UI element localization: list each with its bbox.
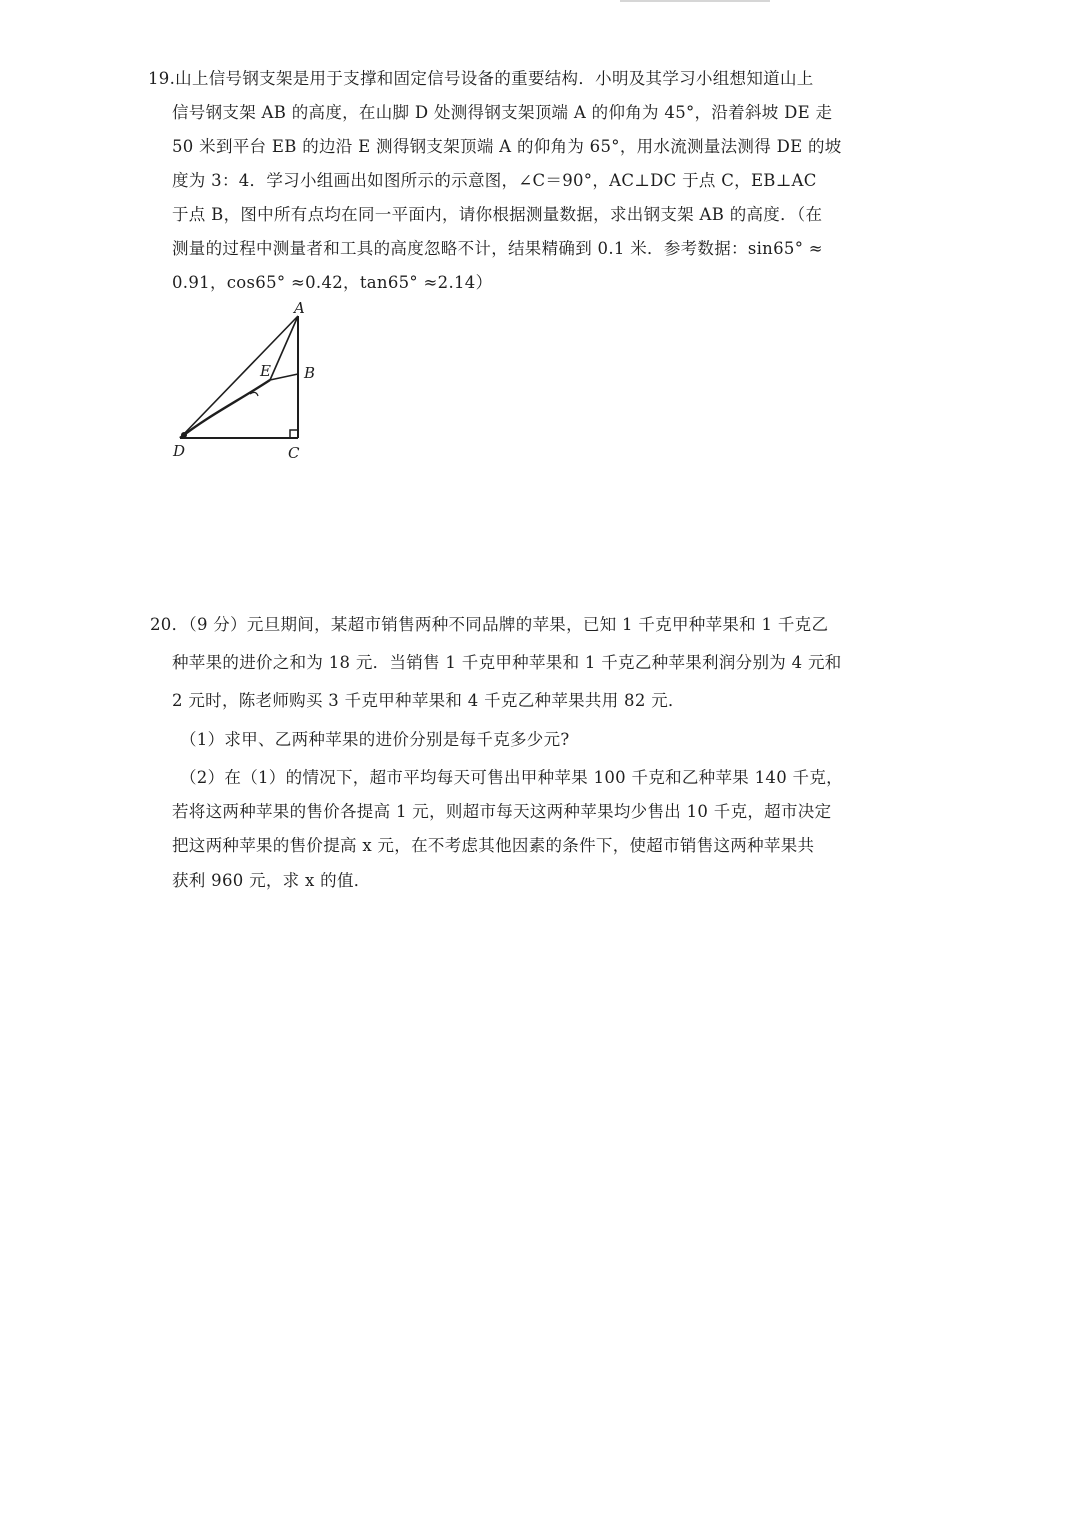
segment-eb (270, 374, 298, 380)
q20-part-2-line-1: （2）在（1）的情况下，超市平均每天可售出甲种苹果 100 千克和乙种苹果 140 千克， (180, 768, 843, 787)
label-d: D (173, 442, 186, 460)
q19-line-5: 于点 B，图中所有点均在同一平面内，请你根据测量数据，求出钢支架 AB 的高度．（在 (172, 205, 823, 224)
scan-edge-mark (620, 0, 770, 2)
q19-line-7: 0.91，cos65° ≈0.42，tan65° ≈2.14） (172, 273, 493, 292)
q20-line-3: 2 元时，陈老师购买 3 千克甲种苹果和 4 千克乙种苹果共用 82 元． (172, 691, 685, 710)
right-angle-mark (290, 430, 298, 438)
label-c: C (288, 444, 300, 462)
q19-line-2: 信号钢支架 AB 的高度，在山脚 D 处测得钢支架顶端 A 的仰角为 45°，沿着斜坡 DE 走 (172, 103, 833, 122)
angle-arc (250, 392, 258, 396)
q20-part-2-line-2: 若将这两种苹果的售价各提高 1 元，则超市每天这两种苹果均少售出 10 千克，超市决定 (172, 802, 832, 821)
q19-line-1: 19.山上信号钢支架是用于支撑和固定信号设备的重要结构．小明及其学习小组想知道山上 (148, 69, 814, 88)
q20-part-2-line-4: 获利 960 元，求 x 的值． (172, 871, 371, 890)
q20-part-1: （1）求甲、乙两种苹果的进价分别是每千克多少元? (180, 730, 570, 749)
label-e: E (260, 362, 271, 380)
geometry-diagram (168, 296, 338, 472)
slope-de (180, 380, 270, 438)
q20-part-2-line-3: 把这两种苹果的售价提高 x 元，在不考虑其他因素的条件下，使超市销售这两种苹果共 (172, 836, 815, 855)
q19-line-3: 50 米到平台 EB 的边沿 E 测得钢支架顶端 A 的仰角为 65°，用水流测量法测得 DE 的坡 (172, 137, 842, 156)
geometry-figure (168, 296, 338, 472)
point-d-dot (181, 432, 187, 438)
q20-line-1: 20．（9 分）元旦期间，某超市销售两种不同品牌的苹果，已知 1 千克甲种苹果和 1 千克乙 (150, 615, 829, 634)
label-a: A (294, 299, 305, 317)
q19-line-4: 度为 3：4．学习小组画出如图所示的示意图，∠C＝90°，AC⊥DC 于点 C，EB⊥AC (172, 171, 817, 190)
q19-line-6: 测量的过程中测量者和工具的高度忽略不计，结果精确到 0.1 米．参考数据：sin65° ≈ (172, 239, 823, 258)
q20-line-2: 种苹果的进价之和为 18 元．当销售 1 千克甲种苹果和 1 千克乙种苹果利润分别为 4 元和 (172, 653, 842, 672)
segment-ea (270, 316, 298, 380)
label-b: B (304, 364, 316, 382)
